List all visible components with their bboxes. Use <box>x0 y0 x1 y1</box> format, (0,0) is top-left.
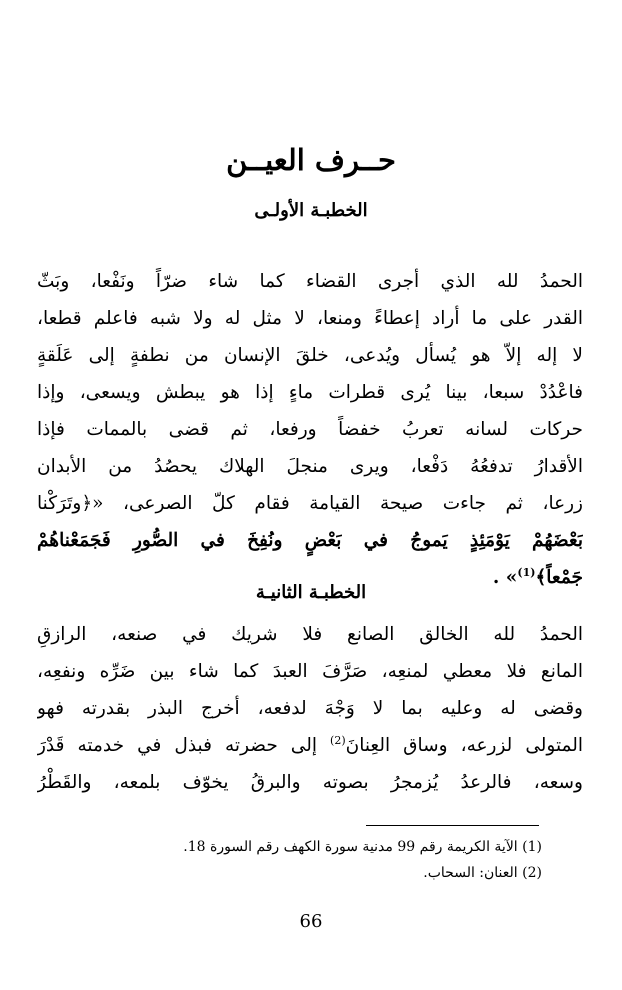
text-line: الحمدُ لله الخالق الصانع فلا شريك في صنعه، الرازقِ <box>37 624 583 645</box>
chapter-title: حــرف العيــن <box>226 143 396 177</box>
text-line: القدر على ما أراد إعطاءً ومنعا، لا مثل له ولا شبه فاعلم قطعا، <box>37 308 583 329</box>
text-line: حركات لسانه تعربُ خفضاً ورفعا، ثم قضى بالممات فإذا <box>37 419 583 440</box>
footnote-1: (1) الآية الكريمة رقم 99 مدنية سورة الكهف رقم السورة 18. <box>183 839 542 855</box>
section-title-first-sermon: الخطبـة الأولـى <box>254 200 368 221</box>
first-sermon-paragraph <box>37 263 583 596</box>
text-line: المانع فلا معطي لمنعِه، صَرَّفَ العبدَ كما شاء بين ضَرِّه ونفعِه، <box>37 661 583 682</box>
page-number: 66 <box>299 911 323 932</box>
footnote-ref-2[interactable]: (2) <box>330 733 346 747</box>
text-line: وسعه، فالرعدُ يُزمجرُ بصوته والبرقُ يخوّف بلمعه، والقَطْرُ <box>37 772 583 793</box>
footnotes <box>62 834 542 886</box>
footnote-2: (2) العنان: السحاب. <box>423 865 542 881</box>
second-sermon-paragraph <box>37 616 583 801</box>
text-line: الحمدُ لله الذي أجرى القضاء كما شاء ضرّاً ونَفْعا، وبَثّ <box>37 271 583 292</box>
quote-close: » . <box>492 567 518 588</box>
quran-verse-line: بَعْضَهُمْ يَوْمَئِذٍ يَموجُ في بَعْضٍ ونُفِخَ في الصُّورِ فَجَمَعْناهُمْ <box>37 530 583 551</box>
line-end: إلى حضرته فبذل في خدمته قَدْرَ <box>37 735 331 756</box>
text-line: وقضى له وعليه بما لا وَجْهَ لدفعه، أخرج البذر بقدرته فهو <box>37 698 583 719</box>
footnote-separator <box>366 825 539 826</box>
section-title-second-sermon: الخطبـة الثانيـة <box>255 582 367 603</box>
line-start: المتولى لزرعه، وساق العِنانَ <box>345 735 583 756</box>
text-line: الأقدارُ تدفعُهُ دَفْعا، ويرى منجلَ الهلاك يحصُدُ من الأبدان <box>37 456 583 477</box>
text-line-with-footnote <box>37 727 583 764</box>
text-line: لا إله إلاّ هو يُسأل ويُدعى، خلقَ الإنسان من نطفةٍ إلى عَلَقةٍ <box>37 345 583 366</box>
quran-verse-end: جَمْعاً﴾ <box>535 567 583 588</box>
text-line: زرعا، ثم جاءت صيحة القيامة فقام كلّ الصرعى، «﴿وتَرَكْنا <box>37 493 583 514</box>
footnote-ref-1[interactable]: (1) <box>517 565 536 579</box>
text-line: فاعْدُدْ سبعا، بينا يُرى قطرات ماءٍ إذا هو يبطش ويسعى، وإذا <box>37 382 583 403</box>
